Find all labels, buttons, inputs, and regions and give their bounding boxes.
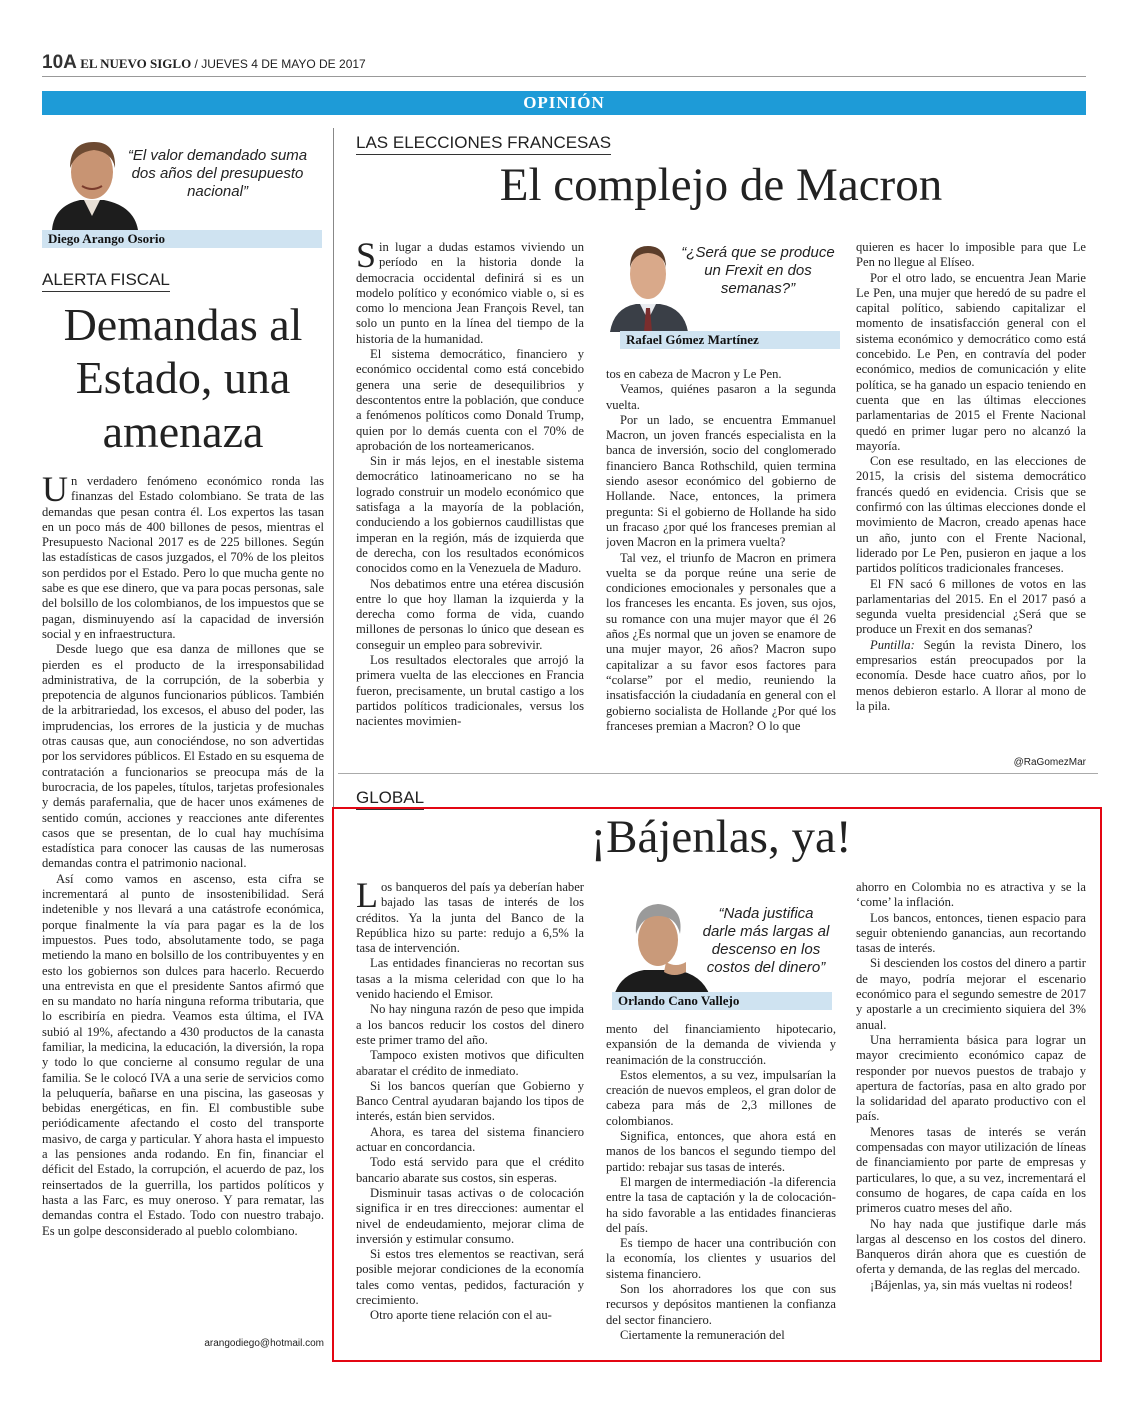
paragraph: Todo está servido para que el crédito bancario abarate sus costos, sin esperas. [356, 1155, 584, 1185]
paragraph: El FN sacó 6 millones de votos en las parlamentarias del 2015. En el 2017 pasó a segunda vuelta presidencial ¿Será que se produce un Frexit en dos semanas? [856, 576, 1086, 637]
article-body-demandas [42, 474, 324, 1336]
paragraph: Ahora, es tarea del sistema financiero actuar en concordancia. [356, 1124, 584, 1155]
article-col-3 [856, 880, 1086, 1350]
paragraph: Una herramienta básica para lograr un mayor crecimiento económico capaz de responder por nuevos puestos de trabajo y apertura de factorías, pasa en alto grado por la solidaridad del aparato productivo con el país. [856, 1032, 1086, 1124]
paragraph: Desde luego que esa danza de millones que se pierden es el producto de la irresponsabilidad administrativa, de la corrupción, de la soberbia y prepotencia de algunos funcionarios públicos. También de la arbitrariedad, los excesos, el abuso del poder, las imprudencias, los errores de la justicia y de muchas otras causas que, aun conociéndose, no son advertidas por los servidores públicos. El Estado en su esquema de contratación a funcionarios se preocupa más de la burocracia, de los papeles, títulos, tarjetas profesionales y demás parafernalia, que de hacer unos exámenes de sentido común, acciones y reacciones ante diferentes casos que se presentan, de lo cual hay muchísima estadística para conocer las causas de las numerosas demandas contra el patrimonio nacional. [42, 642, 324, 871]
publication-name: EL NUEVO SIGLO [80, 56, 192, 71]
dropcap: S [356, 240, 377, 275]
paragraph: No hay ninguna razón de peso que impida a los bancos reducir los costos del dinero este primer tramo del año. [356, 1002, 584, 1047]
paragraph: Así como vamos en ascenso, esta cifra se incrementará al punto de insostenibilidad. Será indetenible y nos llevará a una catástrofe económica, porque finalmente la vía para pagar es la de los impuestos. Pues todo, absolutamente todo, se paga metiendo la mano en bolsillo de los contribuyentes y en esto los gobiernos son dulces para hacerlo. Recuerdo una entrevista en que el presidente Santos afirmó que en su mandato no haría ninguna reforma tributaria, que lo escribiría en piedra. Veamos esta última, el IVA subió al 19%, afectando a 430 productos de la canasta familiar, la medicina, la educación, la diversión, la ropa y todo lo que concierne al consumo regular de una familia. Se le colocó IVA a una serie de servicios como la peluquería, bañarse en una piscina, las gaseosas y bebidas energéticas, en fin. El combustible sube periódicamente afectando el costo del transporte masivo, de carga y particular. Y ahora hasta el impuesto a las pensiones anda rodando. En fin, financiar el déficit del Estado, la corrupción, el acuerdo de paz, los reinsertados de la guerrilla, los partidos políticos y hasta a las Farc, es muy oneroso. Y para rematar, las demandas contra el Estado. Todo con nuestro trabajo. Es un golpe desconsiderado al pueblo colombiano. [42, 871, 324, 1238]
paragraph: Otro aporte tiene relación con el au- [370, 1308, 552, 1323]
section-bar: OPINIÓN [42, 91, 1086, 115]
byline-diego: Diego Arango Osorio [42, 230, 322, 248]
pull-quote-rafael: “¿Será que se produce un Frexit en dos semanas?” [681, 244, 835, 297]
paragraph: Por el otro lado, se encuentra Jean Marie Le Pen, una mujer que heredó de su padre el capital político, sabiendo capitalizar el momento de insatisfacción general con el sistema económico y democrático como está concebido. Le Pen, en contravía del poder económico, medios de comunicación y elite política, se ha ganado un espacio teniendo en cuenta que en las últimas elecciones parlamentarias de 2015 el Frente Nacional quedó en primer lugar pero no alcanzó la mayoría. [856, 270, 1086, 453]
paragraph: Las entidades financieras no recortan sus tasas a la misma celeridad con que lo ha venido haciendo el Emisor. [356, 956, 584, 1002]
headline-bajenlas: ¡Bájenlas, ya! [590, 811, 852, 863]
author-photo-orlando [606, 892, 714, 996]
paragraph: Estos elementos, a su vez, impulsarían la creación de nuevos empleos, el gran dolor de cabeza para más de 2,3 millones de colombianos. [606, 1067, 836, 1128]
paragraph: Significa, entonces, que ahora está en manos de los bancos el segundo tiempo del partido: rebajar sus tasas de interés. [606, 1129, 836, 1174]
page-number: 10A [42, 52, 77, 73]
paragraph: Menores tasas de interés se verán compensadas con mayor utilización de líneas de financiamiento por parte de empresas y particulares, lo que, a su vez, incrementará el consumo de hogares, de capa caída en los primeros cuatro meses del año. [856, 1124, 1086, 1216]
paragraph: Por un lado, se encuentra Emmanuel Macron, un joven francés especialista en la banca de inversión, socio del conglomerado financiero Banca Rothschild, quien termina siendo asesor económico del gobierno de Hollande. Nace, entonces, la primera pregunta: Si el gobierno de Hollande ha sido un fracaso ¿por qué los franceses premian al joven Macron en la primera vuelta? [606, 412, 836, 550]
paragraph: in lugar a dudas estamos viviendo un período en la historia donde la democracia occidental definirá si es un modelo político y económico viable o, si es como lo menciona Jean François Revel, tan solo un punto en la línea del tiempo de la historia de la humanidad. [356, 240, 584, 346]
paragraph: Sin ir más lejos, en el inestable sistema democrático latinoamericano no se ha logrado construir un modelo económico que satisfaga a la mayoría de la población, conduciendo a los gobiernos caudillistas que imperan en la región, más de izquierda que de derecha, con los resultados económicos conocidos como en la Venezuela de Maduro. [356, 454, 584, 576]
paragraph: Los bancos, entonces, tienen espacio para seguir obteniendo ganancias, aun recortando tasas de interés. [856, 910, 1086, 956]
article-col-2 [606, 367, 836, 769]
article-divider [338, 773, 1098, 774]
paragraph: El margen de intermediación -la diferencia entre la tasa de captación y la de colocación- ha sido favorable a las entidades financieras del país. [606, 1174, 836, 1235]
paragraph: Tampoco existen motivos que dificulten abaratar el crédito de inmediato. [356, 1048, 584, 1078]
paragraph: Si estos tres elementos se reactivan, será posible mejorar condiciones de la economía tales como ventas, pedidos, facturación y crecimiento. [356, 1247, 584, 1308]
paragraph: ¡Bájenlas, ya, sin más vueltas ni rodeos! [870, 1277, 1073, 1292]
paragraph: No hay nada que justifique darle más largas al descenso en los costos del dinero. Banqueros dirán ahora que es cuestión de oferta y demanda, de las reglas del mercado. [856, 1216, 1086, 1277]
paragraph: Tal vez, el triunfo de Macron en primera vuelta se da porque reúne una serie de condiciones emocionales y personales que a los franceses les encanta. Es joven, sus ojos, su romance con una mujer mayor que él 26 años ¿Es normal que un joven se enamore de una mujer mayor, 26 años? Macron supo capitalizar a su favor esos factores para “colarse” por el medio, reuniendo la insatisfacción la ciudadanía en general con el gobierno socialista de Hollande ¿Por qué los franceses premian a Macron? O lo que [606, 550, 836, 733]
headline-demandas: Demandas al Estado, una amenaza [63, 299, 303, 457]
paragraph: Con ese resultado, en las elecciones de 2015, la crisis del sistema democrático francés quedó en evidencia. Crisis que se confirmó con las últimas elecciones donde el movimiento de Macron, creado apenas hace un año, junto con el Frente Nacional, liderado por Le Pen, pusieron en jaque a los partidos políticos tradicionales franceses. [856, 454, 1086, 576]
paragraph: Los resultados electorales que arrojó la primera vuelta de las elecciones en Francia fueron, precisamente, un brutal castigo a los partidos políticos tradicionales, versus los nacientes movimien- [356, 653, 584, 729]
puntilla-label: Puntilla: [870, 637, 915, 652]
page-folio [42, 52, 366, 74]
paragraph: Son los ahorradores los que con sus recursos y depósitos mantienen la confianza del sector financiero. [606, 1282, 836, 1327]
paragraph: Ciertamente la remuneración del [620, 1327, 785, 1342]
article-col-2 [606, 1022, 836, 1350]
paragraph: quieren es hacer lo imposible para que Le Pen no llegue al Elíseo. [856, 240, 1086, 270]
paragraph: mento del financiamiento hipotecario, expansión de la demanda de vivienda y reanimación de la construcción. [606, 1022, 836, 1067]
pull-quote-diego: “El valor demandado suma dos años del presupuesto nacional” [127, 147, 308, 200]
puntilla-text: Según la revista Dinero, los empresarios están preocupados por la economía. Desde hace cuatro años, por lo menos debieron estarlo. A llorar al mono de la pila. [856, 637, 1086, 713]
section-label-elecciones: LAS ELECCIONES FRANCESAS [356, 133, 611, 155]
article-col-3 [856, 240, 1086, 756]
article-col-1 [356, 880, 584, 1350]
paragraph: os banqueros del país ya deberían haber bajado las tasas de interés de los créditos. Ya la junta del Banco de la República hizo su parte: redujo a 6,5% la tasa de intervención. [356, 880, 584, 956]
pull-quote-orlando: “Nada justifica darle más largas al descenso en los costos del dinero” [702, 905, 830, 976]
paragraph: El sistema democrático, financiero y económico occidental como está concebido genera una serie de desequilibrios y descontentos entre la población, que conduce a fenómenos políticos como Donald Trump, quien por lo demás cuenta con el 70% de aprobación de los norteamericanos. [356, 347, 584, 453]
portrait-icon [606, 892, 714, 996]
paragraph: Veamos, quiénes pasaron a la segunda vuelta. [606, 382, 836, 412]
author-handle[interactable]: @RaGomezMar [1013, 757, 1086, 768]
paragraph: Si descienden los costos del dinero a partir de mayo, podría mejorar el escenario económico para el segundo semestre de 2017 y apostarle a un crecimiento siquiera del 3% anual. [856, 956, 1086, 1032]
paragraph: ahorro en Colombia no es atractiva y se la ‘come’ la inflación. [856, 880, 1086, 910]
article-col-1 [356, 240, 584, 770]
paragraph: Si los bancos querían que Gobierno y Banco Central ayudaran bajando los tipos de interés, están bien servidos. [356, 1078, 584, 1124]
byline-orlando: Orlando Cano Vallejo [612, 992, 832, 1010]
paragraph: Disminuir tasas activas o de colocación significa ir en tres direcciones: aumentar el nivel de endeudamiento, mejorar clima de inversión y estimular consumo. [356, 1185, 584, 1246]
header-rule [42, 76, 1086, 77]
dropcap: U [42, 474, 68, 509]
section-label-alerta-fiscal: ALERTA FISCAL [42, 270, 170, 292]
byline-rafael: Rafael Gómez Martínez [620, 331, 840, 349]
headline-macron: El complejo de Macron [499, 159, 943, 211]
section-label-global: GLOBAL [356, 788, 424, 810]
dropcap: L [356, 880, 378, 915]
paragraph: tos en cabeza de Macron y Le Pen. [606, 367, 782, 381]
paragraph: Es tiempo de hacer una contribución con la economía, los clientes y usuarios del sistema financiero. [606, 1236, 836, 1281]
paragraph: Nos debatimos entre una etérea discusión entre lo que hoy llaman la izquierda y la derecha como forma de vida, cuando millones de personas lo único que desean es conseguir un empleo para sobrevivir. [356, 576, 584, 652]
publication-date: / JUEVES 4 DE MAYO DE 2017 [191, 57, 366, 71]
paragraph: n verdadero fenómeno económico ronda las finanzas del Estado colombiano. Se trata de las demandas que pesan contra él. Los expertos las tasan en un poco más de 400 billones de pesos, mientras el Presupuesto Nacional 2017 es de 225 billones. Según las estadísticas de casos juzgados, el 70% de los pleitos son perdidos por el Estado. Pero lo que mucha gente no sabe es que ese dinero, que va para pocas personas, sale del bolsillo de los colombianos, de los impuestos que se pagan, disminuyendo así la capacidad de inversión social y en infraestructura. [42, 474, 324, 641]
author-email[interactable]: arangodiego@hotmail.com [204, 1338, 324, 1349]
